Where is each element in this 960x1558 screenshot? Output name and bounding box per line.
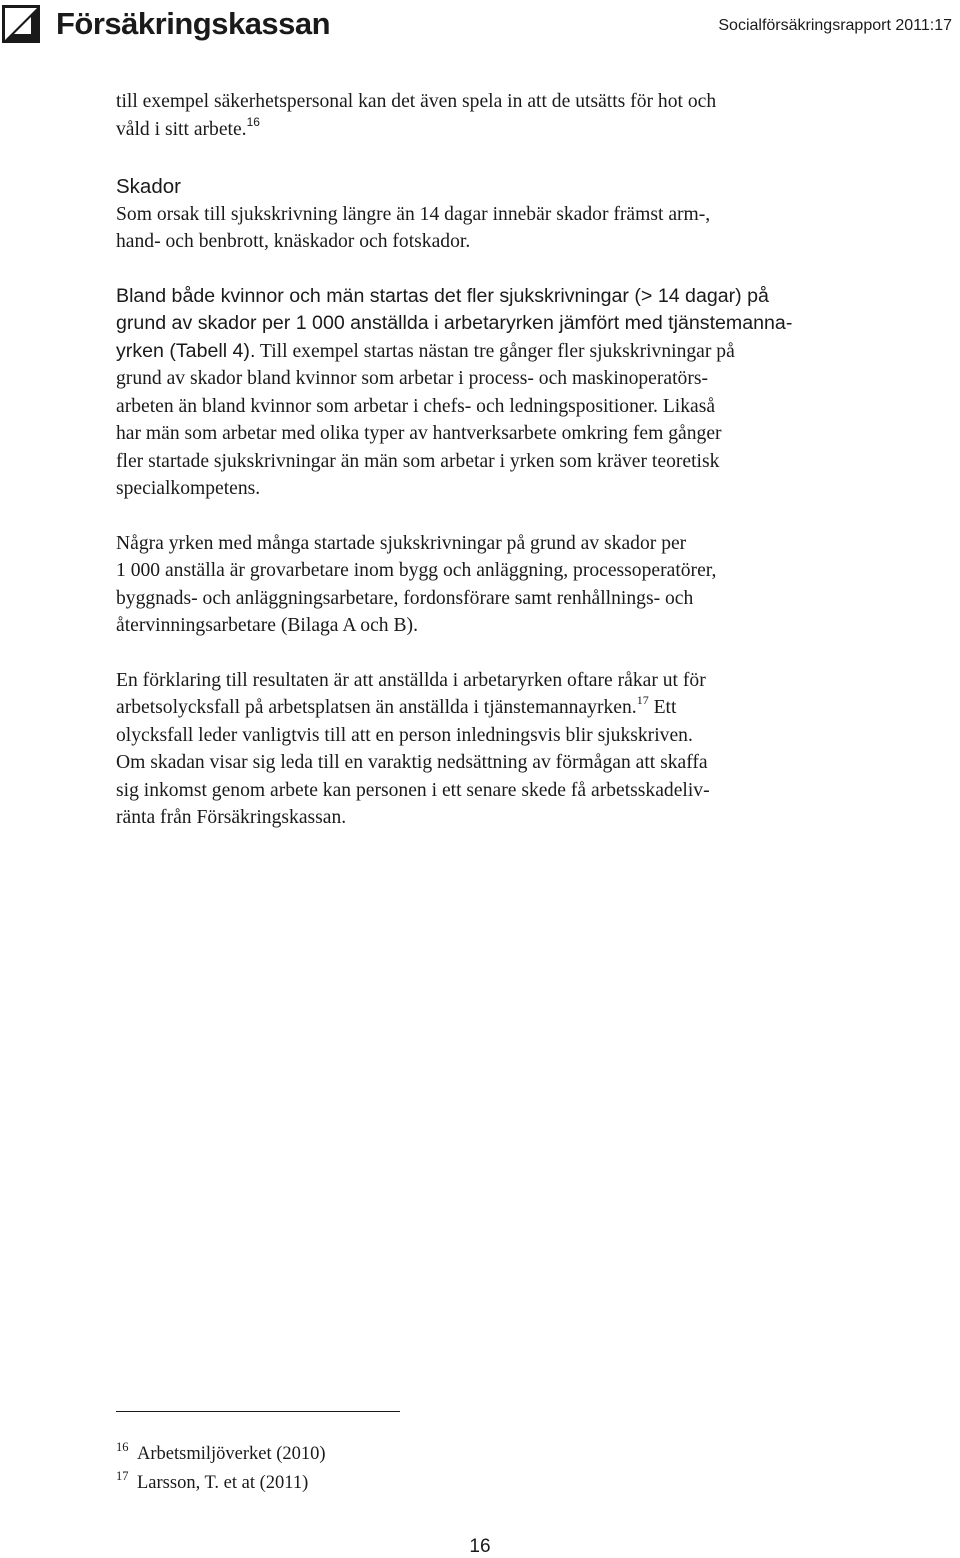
paragraph-3 bbox=[116, 283, 856, 503]
page-number: 16 bbox=[469, 1536, 491, 1557]
text-line: 1 000 anställa är grovarbetare inom bygg och anläggning, processoperatörer, bbox=[116, 560, 717, 581]
section-heading: Skador bbox=[116, 175, 181, 198]
footnote-item bbox=[116, 1440, 716, 1469]
forsakringskassan-logo-icon bbox=[2, 5, 40, 43]
text-line: Likaså bbox=[657, 395, 716, 417]
footnote-ref: 17 bbox=[636, 693, 649, 707]
text-line: yrken (Tabell 4). bbox=[116, 339, 256, 362]
text-line: sig inkomst genom arbete kan personen i ett senare skede få arbetsskadeliv- bbox=[116, 779, 710, 801]
text-line: ränta från Försäkringskassan. bbox=[116, 807, 347, 828]
text-line: till exempel säkerhetspersonal kan det även spela in att de utsätts för hot och bbox=[116, 91, 717, 112]
paragraph-5 bbox=[116, 667, 856, 832]
text-line: fler startade sjukskrivningar än män som arbetar i yrken som kräver teoretisk bbox=[116, 450, 720, 472]
footnote-ref: 16 bbox=[246, 114, 260, 129]
footnote-item bbox=[116, 1469, 716, 1498]
text-line: Bland både kvinnor och män startas det fler sjukskrivningar (> 14 dagar) på bbox=[116, 284, 769, 307]
text-line: Några yrken med många startade sjukskrivningar på grund av skador per bbox=[116, 532, 687, 554]
paragraph-1 bbox=[116, 88, 856, 143]
text-line: våld i sitt arbete. bbox=[116, 118, 247, 140]
footnotes bbox=[116, 1440, 716, 1498]
main-text bbox=[116, 88, 856, 832]
logo bbox=[2, 2, 342, 46]
text-line: Till exempel startas nästan tre gånger fler sjukskrivningar på bbox=[255, 340, 735, 362]
footnote-text: Arbetsmiljöverket (2010) bbox=[137, 1444, 326, 1464]
text-line: Om skadan visar sig leda till en varaktig nedsättning av förmågan att skaffa bbox=[116, 752, 708, 773]
text-line: arbeten än bland kvinnor som arbetar i chefs- och ledningspositioner. bbox=[116, 395, 658, 417]
text-line: har män som arbetar med olika typer av hantverksarbete omkring fem gånger bbox=[116, 423, 722, 444]
text-line: arbetsolycksfall på arbetsplatsen än anställda i tjänstemannayrken. bbox=[116, 697, 637, 718]
logo-text: Försäkringskassan bbox=[56, 6, 331, 41]
text-line: Som orsak till sjukskrivning längre än 14 dagar innebär skador främst arm-, bbox=[116, 203, 711, 225]
footnote-number: 16 bbox=[116, 1440, 129, 1454]
text-line: grund av skador bland kvinnor som arbetar i process- och maskinoperatörs- bbox=[116, 368, 709, 389]
footnote-text: Larsson, T. et at (2011) bbox=[137, 1473, 309, 1493]
text-line: Ett bbox=[648, 697, 677, 718]
report-id: Socialförsäkringsrapport 2011:17 bbox=[718, 17, 952, 34]
text-line: återvinningsarbetare (Bilaga A och B). bbox=[116, 615, 418, 636]
text-line: hand- och benbrott, knäskador och fotskador. bbox=[116, 231, 471, 252]
footnote-divider bbox=[116, 1411, 400, 1412]
paragraph-2 bbox=[116, 201, 856, 256]
text-line: specialkompetens. bbox=[116, 478, 261, 499]
text-line: En förklaring till resultaten är att anställda i arbetaryrken oftare råkar ut för bbox=[116, 669, 706, 691]
text-line: byggnads- och anläggningsarbetare, fordonsförare samt renhållnings- och bbox=[116, 587, 694, 609]
text-line: olycksfall leder vanligtvis till att en person inledningsvis blir sjukskriven. bbox=[116, 724, 693, 746]
footnote-number: 17 bbox=[116, 1469, 129, 1483]
paragraph-4 bbox=[116, 530, 856, 640]
text-line: grund av skador per 1 000 anställda i arbetaryrken jämfört med tjänstemanna- bbox=[116, 312, 793, 334]
